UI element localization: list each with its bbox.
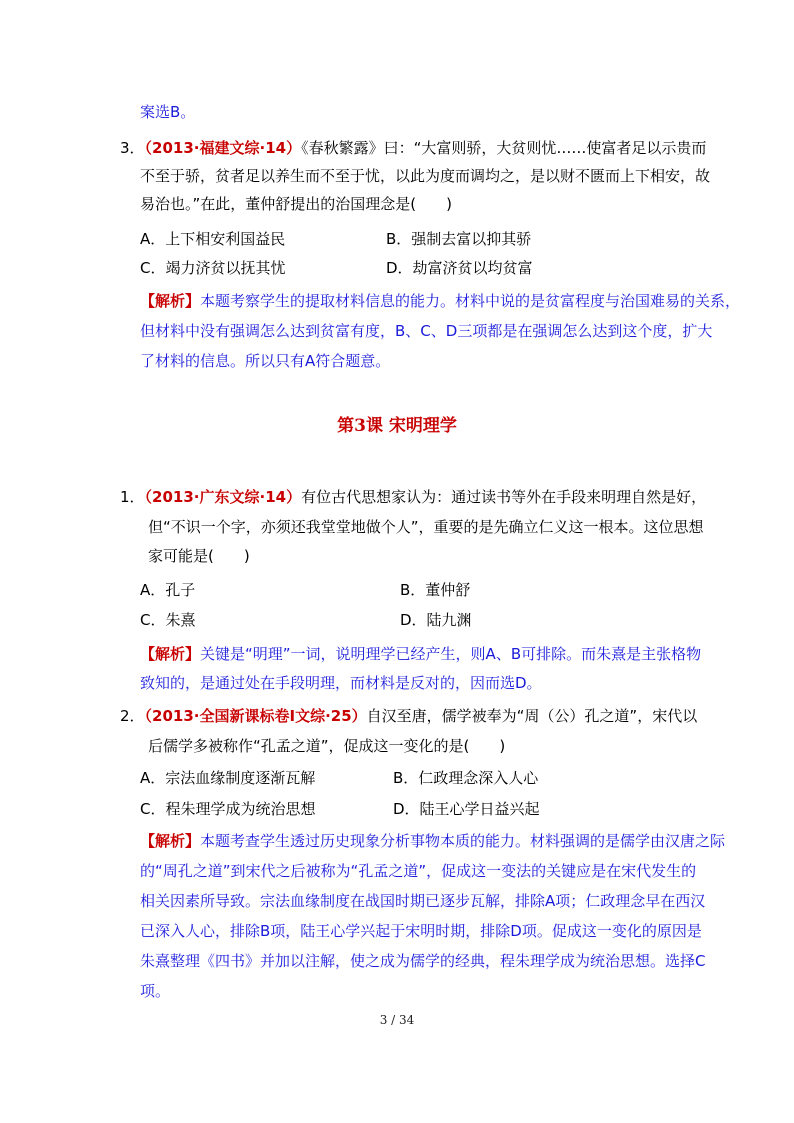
text-run: D．陆王心学日益兴起	[393, 800, 540, 818]
text-line	[140, 229, 285, 249]
text-line	[400, 580, 470, 600]
page-number: 3 / 34	[379, 1013, 415, 1027]
text-line	[140, 321, 712, 341]
text-run: A．上下相安利国益民	[140, 230, 286, 248]
text-line	[140, 351, 390, 371]
text-line	[148, 517, 704, 537]
label-tag: （2013·福建文综·14）	[144, 139, 302, 157]
text-line	[140, 644, 701, 664]
text-line	[148, 736, 505, 756]
text-run: 本题考察学生的提取材料信息的能力。材料中说的是贫富程度与治国难易的关系，	[200, 292, 741, 310]
text-run: B．强制去富以抑其骄	[386, 230, 532, 248]
text-run: 项。	[140, 982, 171, 1000]
text-run: 1．	[120, 488, 145, 506]
text-run: D．劫富济贫以均贫富	[386, 259, 533, 277]
text-line	[140, 102, 195, 122]
text-line	[400, 610, 472, 630]
text-line	[140, 831, 725, 851]
text-run: B．董仲舒	[400, 581, 471, 599]
text-run: 自汉至唐，儒学被奉为“周（公）孔之道”，宋代以	[366, 707, 698, 725]
text-run: 关键是“明理”一词，说明理学已经产生，则A、B可排除。而朱熹是主张格物	[200, 645, 702, 663]
text-run: 相关因素所导致。宗法血缘制度在战国时期已逐步瓦解，排除A项；仁政理念早在西汉	[140, 892, 706, 910]
text-line	[386, 258, 533, 278]
text-line	[140, 166, 710, 186]
text-line	[140, 580, 195, 600]
text-line	[120, 138, 706, 158]
text-run: A．宗法血缘制度逐渐瓦解	[140, 769, 316, 787]
text-run: 已深入人心，排除B项，陆王心学兴起于宋明时期，排除D项。促成这一变化的原因是	[140, 922, 702, 940]
text-run: C．竭力济贫以抚其忧	[140, 259, 286, 277]
text-run: 后儒学多被称作“孔孟之道”，促成这一变化的是( )	[148, 737, 506, 755]
text-run: B．仁政理念深入人心	[393, 769, 539, 787]
text-run: 的“周孔之道”到宋代之后被称为“孔孟之道”，促成这一变法的关键应是在宋代发生的	[140, 862, 697, 880]
text-run: 致知的，是通过处在手段明理，而材料是反对的，因而选D。	[140, 674, 542, 692]
label-tag: （2013·全国新课标卷Ⅰ文综·25）	[144, 707, 367, 725]
text-run: 案选B。	[140, 103, 196, 121]
text-run: 家可能是( )	[148, 547, 250, 565]
text-run: 本题考查学生透过历史现象分析事物本质的能力。材料强调的是儒学由汉唐之际	[200, 832, 726, 850]
section-title: 第3课 宋明理学	[337, 416, 457, 436]
label-tag: 【解析】	[140, 292, 201, 310]
label-tag: 【解析】	[140, 645, 201, 663]
text-run: 朱熹整理《四书》并加以注解，使之成为儒学的经典，程朱理学成为统治思想。选择C	[140, 952, 706, 970]
text-run: A．孔子	[140, 581, 196, 599]
text-run: 不至于骄，贫者足以养生而不至于忧，以此为度而调均之，是以财不匮而上下相安，故	[140, 167, 711, 185]
text-run: C．程朱理学成为统治思想	[140, 800, 316, 818]
text-run: D．陆九渊	[400, 611, 472, 629]
text-line	[140, 258, 285, 278]
text-line	[140, 673, 542, 693]
text-line	[140, 768, 315, 788]
text-line	[140, 610, 195, 630]
text-line	[386, 229, 531, 249]
text-line	[140, 981, 170, 1001]
text-run: 了材料的信息。所以只有A符合题意。	[140, 352, 391, 370]
text-line	[140, 799, 315, 819]
text-line	[140, 291, 740, 311]
label-tag: 【解析】	[140, 832, 201, 850]
label-tag: （2013·广东文综·14）	[144, 488, 302, 506]
text-line	[393, 799, 540, 819]
text-line	[140, 861, 696, 881]
text-line	[393, 768, 538, 788]
text-run: 有位古代思想家认为：通过读书等外在手段来明理自然是好，	[301, 488, 707, 506]
text-line	[120, 487, 706, 507]
text-line	[120, 706, 697, 726]
text-line	[140, 891, 705, 911]
text-run: 《春秋繁露》曰：“大富则骄，大贫则忧……使富者足以示贵而	[301, 139, 707, 157]
text-line	[140, 194, 452, 214]
text-run: 但材料中没有强调怎么达到贫富有度，B、C、D三项都是在强调怎么达到这个度，扩大	[140, 322, 713, 340]
text-line	[140, 921, 702, 941]
text-run: 易治也。”在此，董仲舒提出的治国理念是( )	[140, 195, 452, 213]
text-run: 2．	[120, 707, 145, 725]
text-run: 但“不识一个字，亦须还我堂堂地做个人”，重要的是先确立仁义这一根本。这位思想	[148, 518, 704, 536]
text-run: C．朱熹	[140, 611, 196, 629]
text-run: 3．	[120, 139, 145, 157]
text-line	[140, 951, 705, 971]
text-line	[148, 546, 250, 566]
